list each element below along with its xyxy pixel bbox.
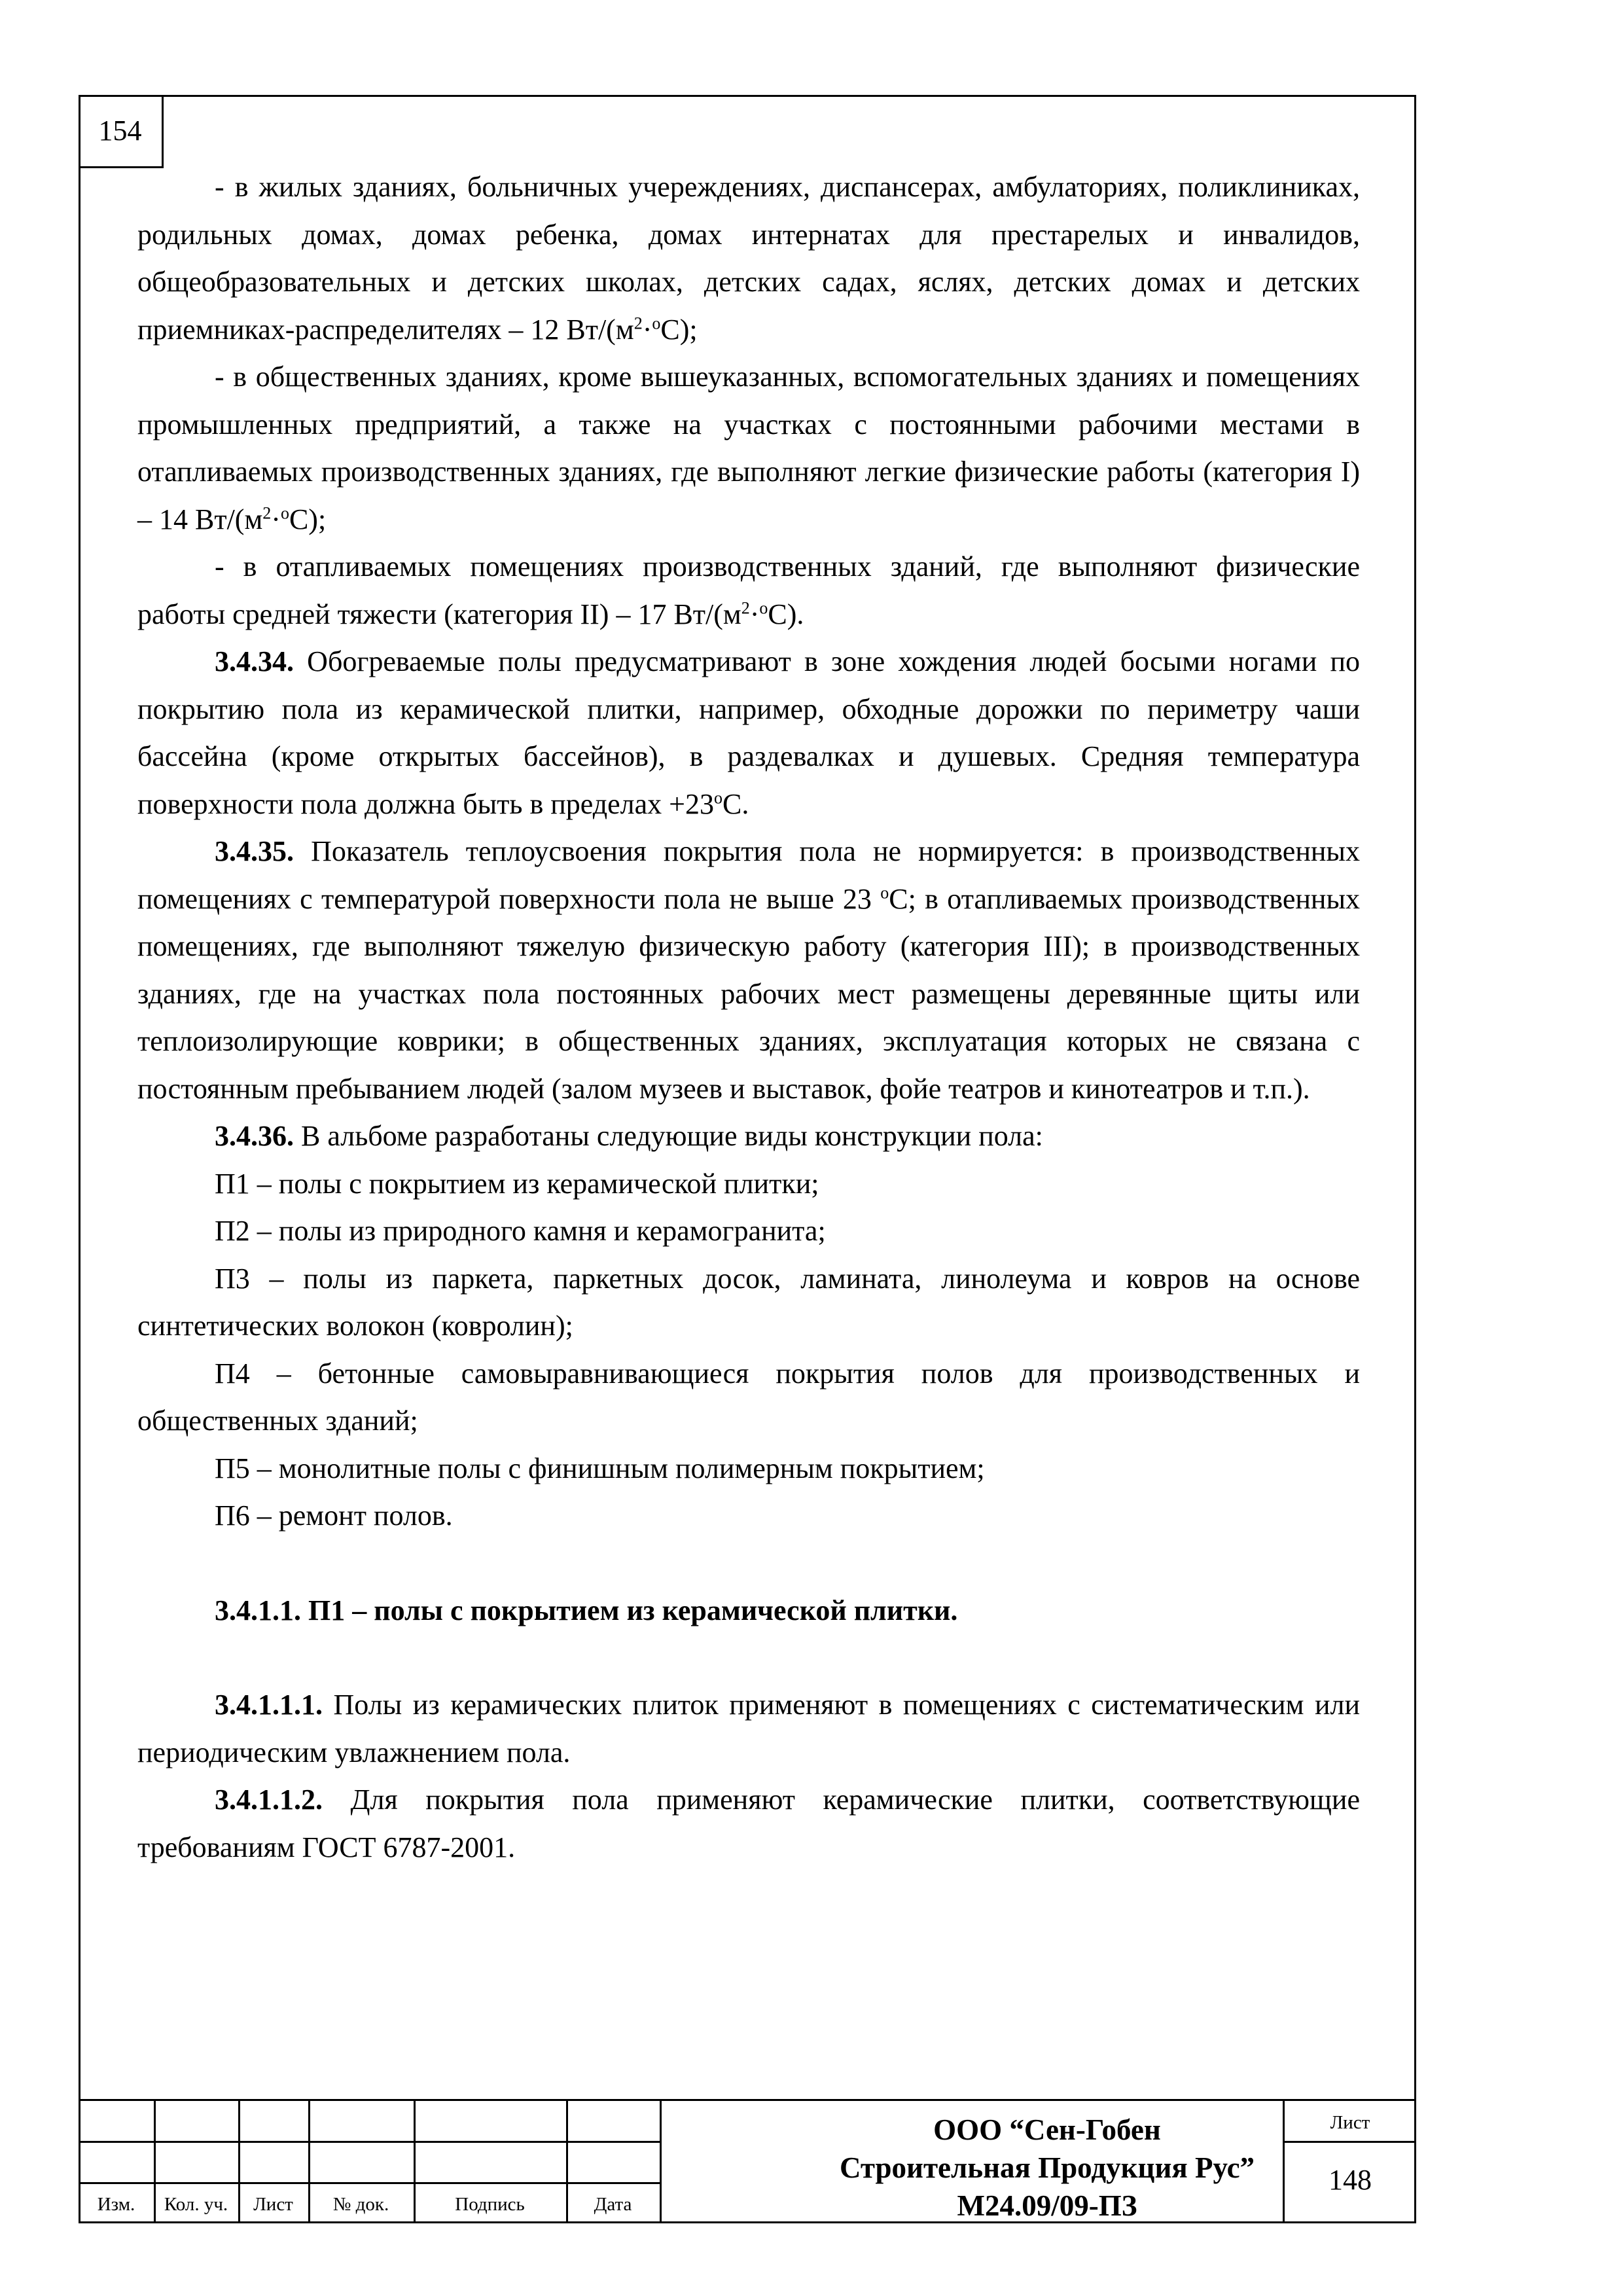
document-code: М24.09/09-ПЗ [957,2189,1137,2222]
paragraph-3-4-35: 3.4.35. Показатель теплоусвоения покрытия пола не нормируется: в производственных помещениях с температурой поверхности пола не выше 23 $^о$С; в отапливаемых производственных помещениях, где выполняют тяжелую физическую работу (категория III); в производственных зданиях, где на участках пола постоянных рабочих мест размещены деревянные щиты или теплоизолирующие коврики; в общественных зданиях, эксплуатация которых не связана с постоянным пребыванием людей (залом музеев и выставок, фойе театров и кинотеатров и т.п.). [137,835,1361,1105]
paragraph-public: - в общественных зданиях, кроме вышеуказанных, вспомогательных зданиях и помещениях промышленных предприятий, а также на участках с постоянными рабочими местами в отапливаемых производственных зданиях, где выполняют легкие физические работы (категория I) – 14 $Вт/(м^2\cdot^оС)$; [137,361,1360,535]
title-block [79,2099,1416,2223]
organization-name: ООО “Сен-Гобен Строительная Продукция Рус” М24.09/09-ПЗ [733,2111,1361,2225]
paragraph-3-4-34: 3.4.34. Обогреваемые полы предусматривают в зоне хождения людей босыми ногами по покрытию пола из керамической плитки, например, обходные дорожки по периметру чаши бассейна (кроме открытых бассейнов), в раздевалках и душевых. Средняя температура поверхности пола должна быть в пределах $+23^оС$. [137,645,1360,820]
document-body [137,164,1360,1871]
stamp-label-date: Дата [594,2194,632,2215]
floor-type-item: П4 – бетонные самовыравнивающиеся покрытия полов для производственных и общественных зданий; [137,1357,1360,1437]
sheet-label: Лист [1330,2112,1370,2133]
floor-type-item: П6 – ремонт полов. [215,1499,453,1532]
paragraph-3-4-36: 3.4.36. В альбоме разработаны следующие виды конструкции пола: [215,1120,1043,1152]
stamp-label-change: Изм. [97,2194,135,2215]
paragraph-industrial: - в отапливаемых помещениях производственных зданий, где выполняют физические работы средней тяжести (категория II) – 17 $Вт/(м^2\cdot^оС)$. [137,550,1360,630]
floor-type-item: П1 – полы с покрытием из керамической плитки; [215,1167,819,1200]
stamp-label-count: Кол. уч. [164,2194,228,2215]
section-heading: 3.4.1.1. П1 – полы с покрытием из керамической плитки. [215,1594,958,1626]
page-number: 154 [79,95,164,168]
title-block-row-line [79,2182,661,2184]
paragraph-3-4-1-1-2: 3.4.1.1.2. Для покрытия пола применяют керамические плитки, соответствующие требованиям ГОСТ 6787-2001. [137,1784,1360,1863]
floor-type-item: П5 – монолитные полы с финишным полимерным покрытием; [215,1452,985,1484]
stamp-label-sheet: Лист [253,2194,293,2215]
stamp-label-signature: Подпись [455,2194,525,2215]
floor-type-item: П3 – полы из паркета, паркетных досок, ламината, линолеума и ковров на основе синтетических волокон (ковролин); [137,1262,1360,1342]
paragraph-residential: - в жилых зданиях, больничных учереждениях, диспансерах, амбулаториях, поликлиниках, родильных домах, домах ребенка, домах интернатах для престарелых и инвалидов, общеобразовательных и детских школах, детских садах, яслях, детских домах и детских приемниках-распределителях – 12 $Вт/(м^2\cdot^оС)$; [137,171,1360,346]
title-block-row-line [79,2141,661,2143]
sheet-number: 148 [1329,2164,1372,2196]
title-block-col-line [660,2099,662,2223]
floor-type-item: П2 – полы из природного камня и керамогранита; [215,1215,826,1247]
paragraph-3-4-1-1-1: 3.4.1.1.1. Полы из керамических плиток применяют в помещениях с систематическим или периодическим увлажнением пола. [137,1689,1360,1768]
title-block-top-line [79,2099,1416,2101]
stamp-label-doc-number: № док. [332,2194,389,2215]
